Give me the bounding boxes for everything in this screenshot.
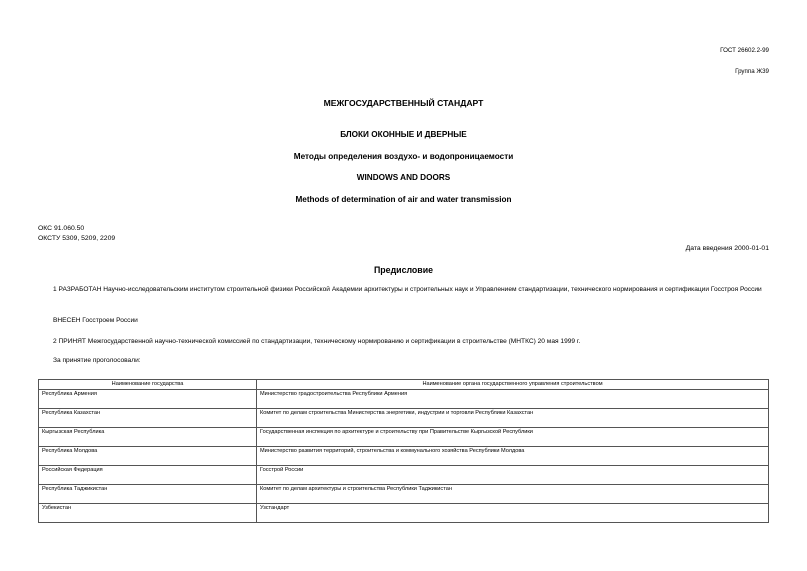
authority-cell: Госстрой России xyxy=(257,466,769,485)
doc-code: ГОСТ 26602.2-99 xyxy=(720,47,769,54)
title-ru: БЛОКИ ОКОННЫЕ И ДВЕРНЫЕ xyxy=(340,130,467,139)
state-cell: Кыргызская Республика xyxy=(39,428,257,447)
authority-cell: Комитет по делам строительства Министерства энергетики, индустрии и торговли Республики Казахстан xyxy=(257,409,769,428)
standard-title: МЕЖГОСУДАРСТВЕННЫЙ СТАНДАРТ xyxy=(323,98,484,108)
authority-cell: Государственная инспекция по архитектуре и строительству при Правительстве Кыргызской Республики xyxy=(257,428,769,447)
preface-paragraph-1: 1 РАЗРАБОТАН Научно-исследовательским институтом строительной физики Российской Академии архитектуры и строительных наук и Управлением стандартизации, технического нормирования и сертификации Госстроя России xyxy=(53,286,762,293)
state-cell: Узбекистан xyxy=(39,504,257,523)
table-row xyxy=(39,447,769,466)
state-cell: Российская Федерация xyxy=(39,466,257,485)
group-code: Группа Ж39 xyxy=(735,68,769,75)
authority-cell: Министерство градостроительства Республики Армения xyxy=(257,390,769,409)
title-en: WINDOWS AND DOORS xyxy=(356,173,451,182)
oks-code: ОКС 91.060.50 xyxy=(38,225,85,232)
table-row xyxy=(39,485,769,504)
authority-cell: Узстандарт xyxy=(257,504,769,523)
table-row xyxy=(39,466,769,485)
subtitle-ru: Методы определения воздухо- и водопроницаемости xyxy=(293,152,514,161)
table-row xyxy=(39,428,769,447)
state-cell: Республика Таджикистан xyxy=(39,485,257,504)
authority-cell: Министерство развития территорий, строительства и коммунального хозяйства Республики Молдова xyxy=(257,447,769,466)
table-header-row xyxy=(39,380,769,390)
authority-cell: Комитет по делам архитектуры и строительства Республики Таджикистан xyxy=(257,485,769,504)
state-cell: Республика Казахстан xyxy=(39,409,257,428)
subtitle-en: Methods of determination of air and water transmission xyxy=(295,195,512,204)
preface-paragraph-2: ВНЕСЕН Госстроем России xyxy=(53,317,138,324)
preface-paragraph-3: 2 ПРИНЯТ Межгосударственной научно-технической комиссией по стандартизации, техническому нормированию и сертификации в строительстве (МНТКС) 20 мая 1999 г. xyxy=(53,338,581,345)
table-row xyxy=(39,409,769,428)
state-cell: Республика Армения xyxy=(39,390,257,409)
preface-paragraph-4: За принятие проголосовали: xyxy=(53,357,141,364)
okstu-code: ОКСТУ 5309, 5209, 2209 xyxy=(38,235,116,242)
table-row xyxy=(39,390,769,409)
table-row xyxy=(39,504,769,523)
intro-date: Дата введения 2000-01-01 xyxy=(685,245,769,252)
voting-table xyxy=(38,379,769,523)
column-header-authority: Наименование органа государственного управления строительством xyxy=(257,380,769,390)
preface-heading: Предисловие xyxy=(373,265,434,275)
column-header-state: Наименование государства xyxy=(39,380,257,390)
state-cell: Республика Молдова xyxy=(39,447,257,466)
